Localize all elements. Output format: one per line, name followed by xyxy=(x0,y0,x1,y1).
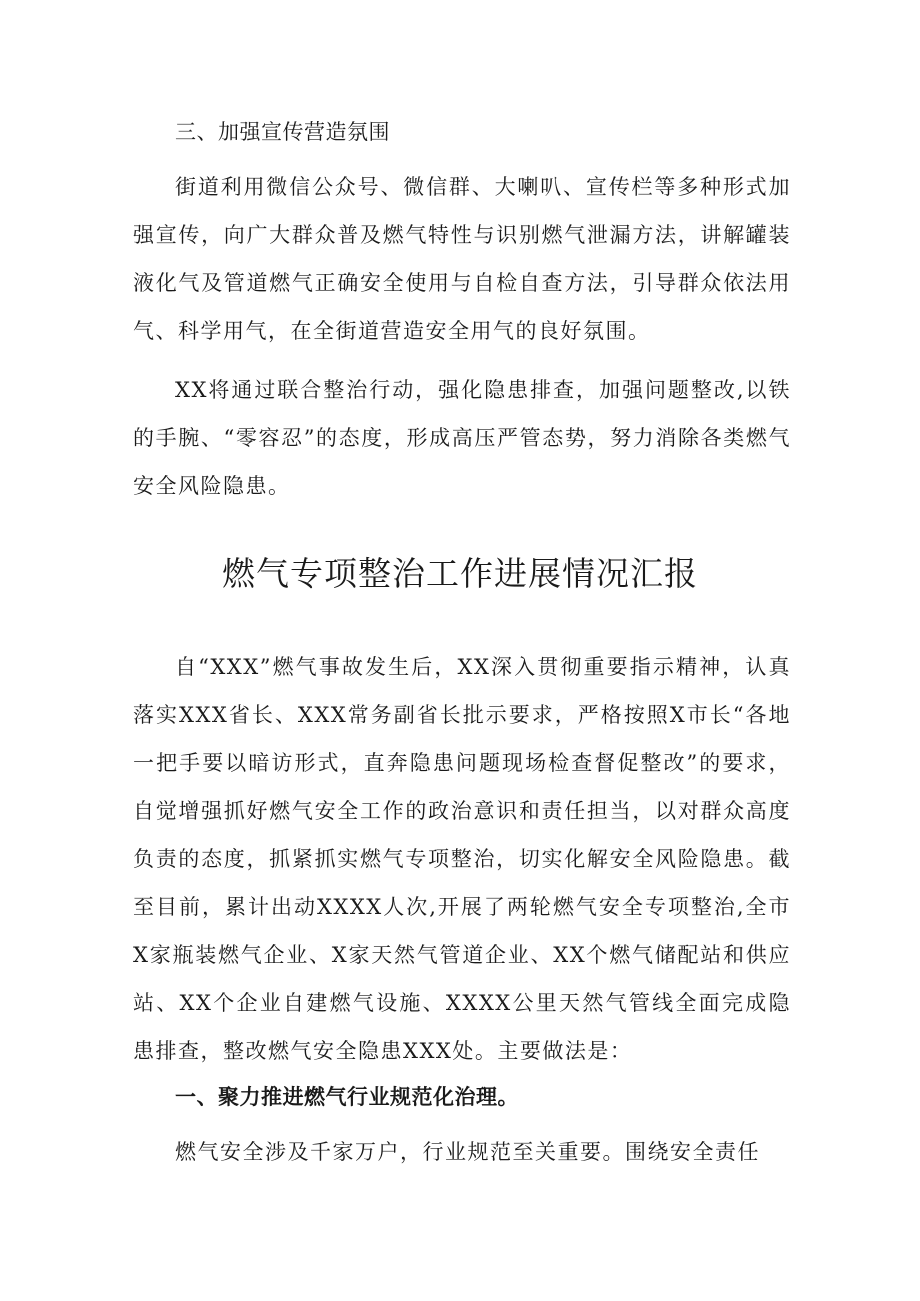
section-heading-3: 三、加强宣传营造氛围 xyxy=(175,120,390,144)
report-title: 燃气专项整治工作进展情况汇报 xyxy=(222,554,698,593)
section-top xyxy=(133,117,791,510)
section-heading-1: 一、聚力推进燃气行业规范化治理。 xyxy=(175,1085,519,1109)
report-body xyxy=(133,643,791,1176)
section-3-paragraph-2: XX将通过联合整治行动，强化隐患排查，加强问题整改,以铁的手腕、“零容忍”的态度，形成高压严管态势，努力消除各类燃气安全风险隐患。 xyxy=(133,378,791,498)
report-intro-paragraph: 自“XXX”燃气事故发生后，XX深入贯彻重要指示精神，认真落实XXX省长、XXX常务副省长批示要求，严格按照X市长“各地一把手要以暗访形式，直奔隐患问题现场检查督促整改”的要求，自觉增强抓好燃气安全工作的政治意识和责任担当，以对群众高度负责的态度，抓紧抓实燃气专项整治，切实化解安全风险隐患。截至目前，累计出动XXXX人次,开展了两轮燃气安全专项整治,全市X家瓶装燃气企业、X家天然气管道企业、XX个燃气储配站和供应站、XX个企业自建燃气设施、XXXX公里天然气管线全面完成隐患排查，整改燃气安全隐患XXX处。主要做法是： xyxy=(133,655,791,1063)
section-3-paragraph-1: 街道利用微信公众号、微信群、大喇叭、宣传栏等多种形式加强宣传，向广大群众普及燃气特性与识别燃气泄漏方法，讲解罐装液化气及管道燃气正确安全使用与自检自查方法，引导群众依法用气、科学用气，在全街道营造安全用气的良好氛围。 xyxy=(133,175,791,343)
section-1-paragraph: 燃气安全涉及千家万户，行业规范至关重要。围绕安全责任 xyxy=(175,1140,760,1164)
